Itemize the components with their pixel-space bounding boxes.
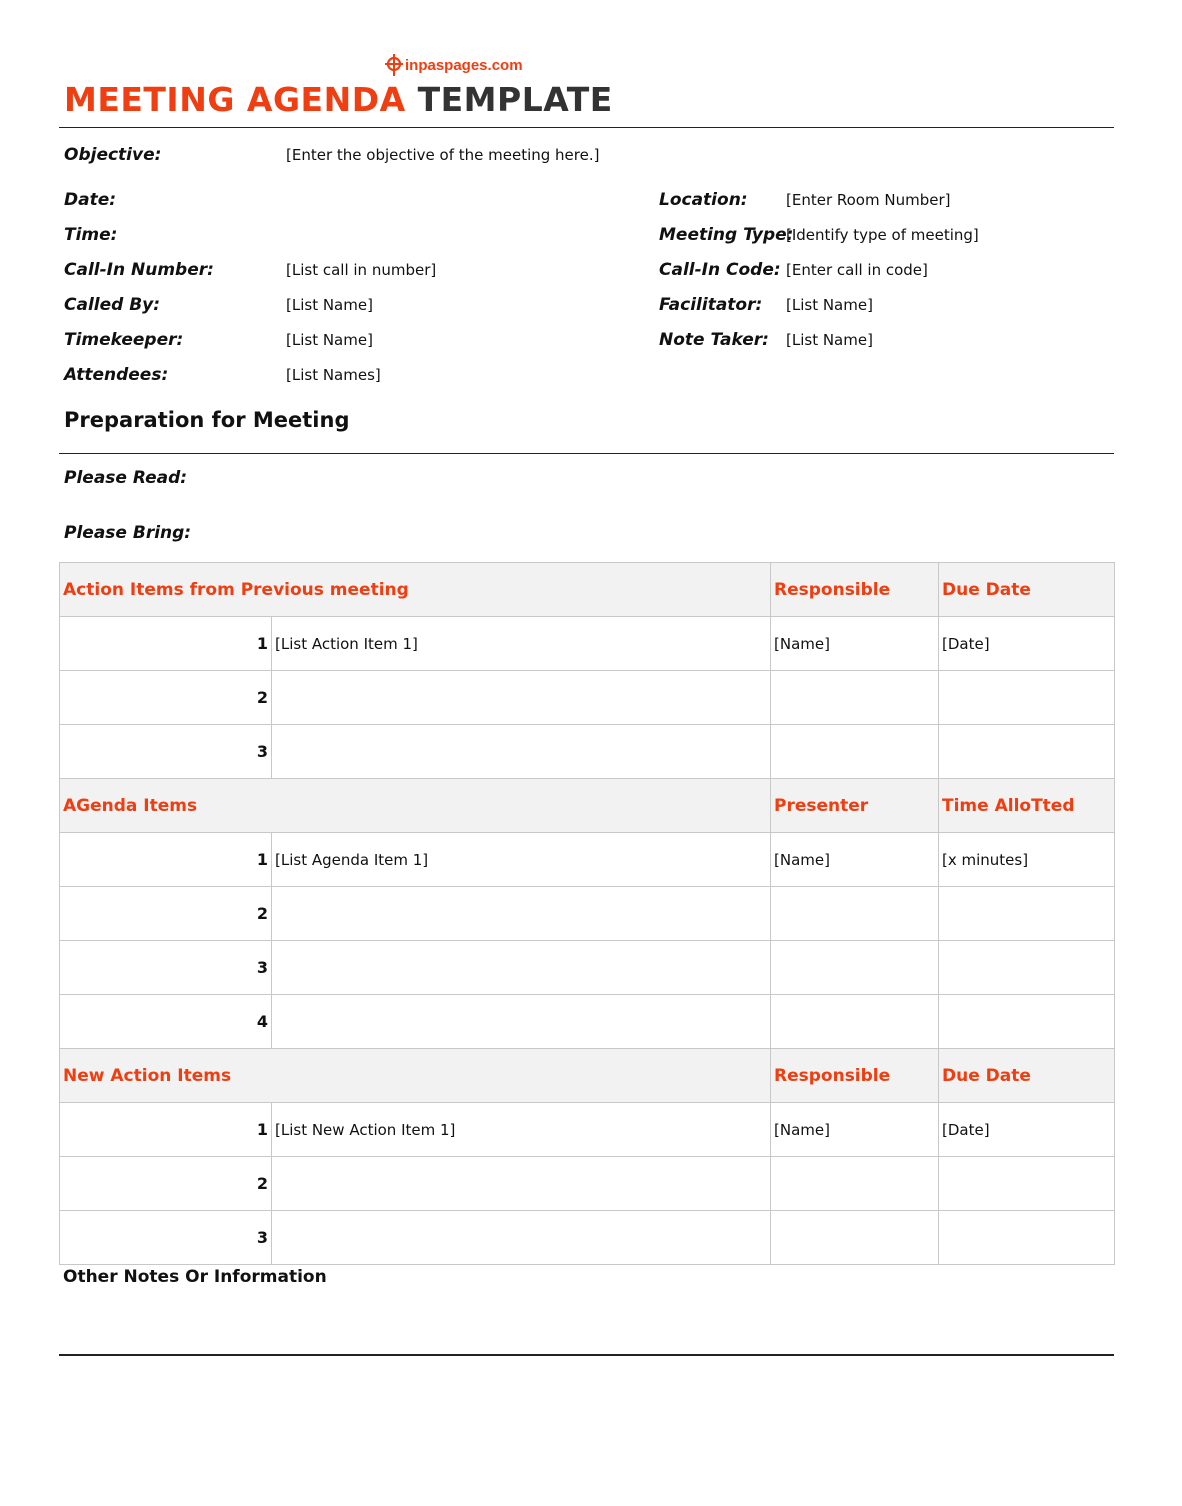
title-part2: TEMPLATE: [417, 80, 613, 119]
agenda-item-cell[interactable]: [272, 995, 771, 1049]
due-date-cell[interactable]: [Date]: [939, 1103, 1115, 1157]
info-label-call-in-code: Call-In Code:: [659, 260, 781, 280]
preparation-divider: [59, 453, 1114, 454]
info-label-meeting-type: Meeting Type:: [659, 225, 794, 245]
new-action-item-cell[interactable]: [List New Action Item 1]: [272, 1103, 771, 1157]
table-row: [60, 941, 1115, 995]
info-label-call-in-number: Call-In Number:: [64, 260, 214, 280]
title-divider: [59, 127, 1114, 128]
row-number: 1: [60, 833, 272, 887]
agenda-item-cell[interactable]: [List Agenda Item 1]: [272, 833, 771, 887]
please-bring-label: Please Bring:: [64, 523, 192, 543]
table-row: [60, 671, 1115, 725]
row-number: 3: [60, 1211, 272, 1265]
section-header-agenda-items: [60, 779, 1115, 833]
info-value-meeting-type: [Identify type of meeting]: [786, 226, 979, 244]
action-item-cell[interactable]: [272, 671, 771, 725]
presenter-cell[interactable]: [771, 995, 939, 1049]
agenda-item-cell[interactable]: [272, 887, 771, 941]
section-header-new-actions: [60, 1049, 1115, 1103]
objective-value: [Enter the objective of the meeting here.]: [286, 146, 600, 164]
row-number: 2: [60, 887, 272, 941]
other-notes-label: Other Notes Or Information: [63, 1267, 327, 1287]
presenter-cell[interactable]: [Name]: [771, 833, 939, 887]
action-item-cell[interactable]: [272, 725, 771, 779]
due-date-cell[interactable]: [939, 1211, 1115, 1265]
objective-label: Objective:: [64, 145, 162, 165]
info-value-call-in-number: [List call in number]: [286, 261, 437, 279]
info-label-time: Time:: [64, 225, 118, 245]
time-allotted-cell[interactable]: [939, 941, 1115, 995]
info-value-location: [Enter Room Number]: [786, 191, 951, 209]
header-presenter: Presenter: [771, 779, 939, 833]
time-allotted-cell[interactable]: [939, 887, 1115, 941]
header-time-allotted: Time AlloTted: [939, 779, 1115, 833]
section-header-previous-actions: [60, 563, 1115, 617]
info-label-note-taker: Note Taker:: [659, 330, 769, 350]
info-value-facilitator: [List Name]: [786, 296, 873, 314]
due-date-cell[interactable]: [939, 725, 1115, 779]
info-value-call-in-code: [Enter call in code]: [786, 261, 928, 279]
please-read-label: Please Read:: [64, 468, 188, 488]
time-allotted-cell[interactable]: [939, 995, 1115, 1049]
table-row: [60, 617, 1115, 671]
brand-logo: [384, 52, 523, 78]
header-due-date: Due Date: [939, 563, 1115, 617]
row-number: 3: [60, 725, 272, 779]
info-label-attendees: Attendees:: [64, 365, 169, 385]
info-label-date: Date:: [64, 190, 117, 210]
row-number: 3: [60, 941, 272, 995]
responsible-cell[interactable]: [Name]: [771, 617, 939, 671]
table-row: [60, 887, 1115, 941]
agenda-item-cell[interactable]: [272, 941, 771, 995]
info-label-location: Location:: [659, 190, 748, 210]
info-value-timekeeper: [List Name]: [286, 331, 373, 349]
table-row: [60, 1103, 1115, 1157]
page-title: [64, 80, 613, 119]
info-value-note-taker: [List Name]: [786, 331, 873, 349]
header-due-date: Due Date: [939, 1049, 1115, 1103]
row-number: 2: [60, 671, 272, 725]
info-label-called-by: Called By:: [64, 295, 161, 315]
row-number: 2: [60, 1157, 272, 1211]
row-number: 1: [60, 1103, 272, 1157]
time-allotted-cell[interactable]: [x minutes]: [939, 833, 1115, 887]
due-date-cell[interactable]: [939, 1157, 1115, 1211]
action-item-cell[interactable]: [List Action Item 1]: [272, 617, 771, 671]
responsible-cell[interactable]: [771, 725, 939, 779]
responsible-cell[interactable]: [Name]: [771, 1103, 939, 1157]
notes-divider: [59, 1354, 1114, 1356]
presenter-cell[interactable]: [771, 941, 939, 995]
table-row: [60, 1157, 1115, 1211]
responsible-cell[interactable]: [771, 671, 939, 725]
info-value-attendees: [List Names]: [286, 366, 381, 384]
header-agenda-items: AGenda Items: [60, 779, 771, 833]
responsible-cell[interactable]: [771, 1211, 939, 1265]
presenter-cell[interactable]: [771, 887, 939, 941]
table-row: [60, 1211, 1115, 1265]
header-responsible: Responsible: [771, 1049, 939, 1103]
table-row: [60, 833, 1115, 887]
due-date-cell[interactable]: [Date]: [939, 617, 1115, 671]
row-number: 1: [60, 617, 272, 671]
title-part1: MEETING AGENDA: [64, 80, 406, 119]
responsible-cell[interactable]: [771, 1157, 939, 1211]
preparation-heading: Preparation for Meeting: [64, 408, 350, 432]
header-responsible: Responsible: [771, 563, 939, 617]
due-date-cell[interactable]: [939, 671, 1115, 725]
info-label-timekeeper: Timekeeper:: [64, 330, 184, 350]
table-row: [60, 725, 1115, 779]
info-label-facilitator: Facilitator:: [659, 295, 763, 315]
row-number: 4: [60, 995, 272, 1049]
new-action-item-cell[interactable]: [272, 1211, 771, 1265]
header-previous-actions: Action Items from Previous meeting: [60, 563, 771, 617]
table-row: [60, 995, 1115, 1049]
agenda-table: [59, 562, 1115, 1265]
info-value-called-by: [List Name]: [286, 296, 373, 314]
crosshair-icon: [384, 53, 404, 77]
header-new-action-items: New Action Items: [60, 1049, 771, 1103]
new-action-item-cell[interactable]: [272, 1157, 771, 1211]
brand-text: inpaspages.com: [405, 56, 523, 74]
